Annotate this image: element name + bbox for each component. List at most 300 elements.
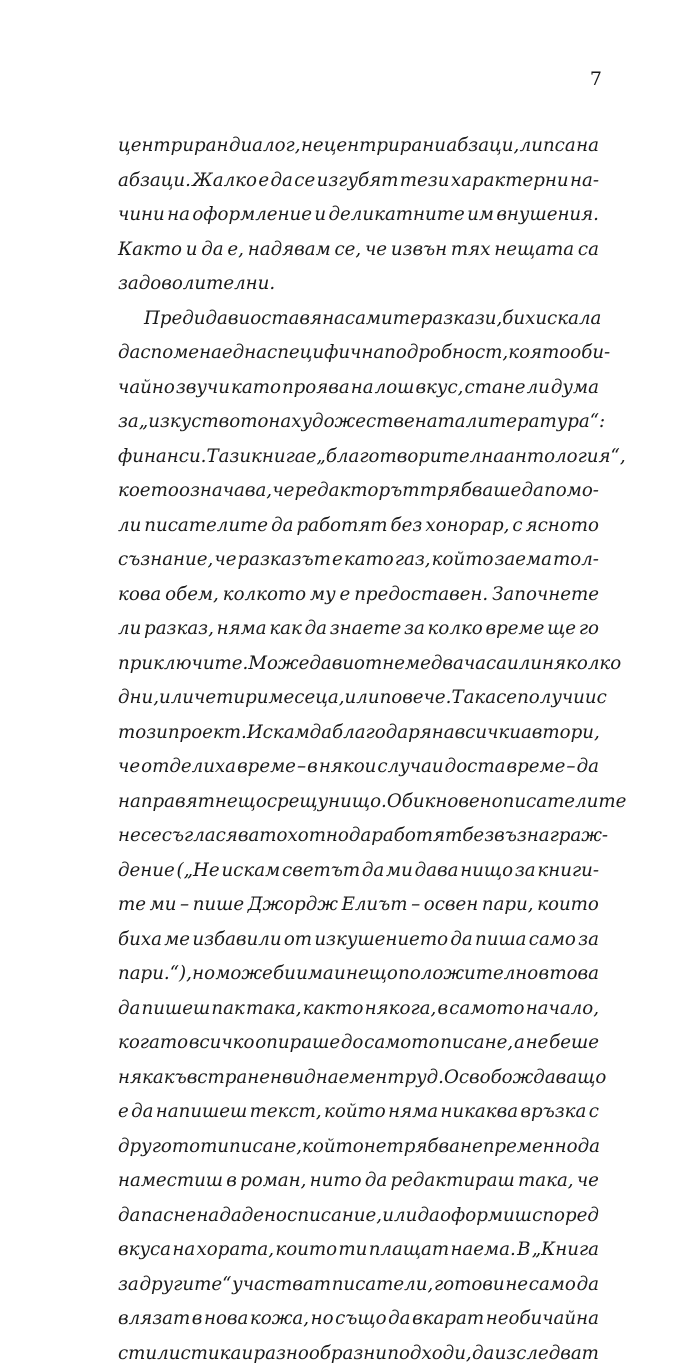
word: Обикновено	[387, 785, 503, 820]
word: пари.“),	[118, 957, 192, 992]
word: нецентрирани	[301, 129, 446, 164]
word: че	[577, 1164, 599, 1199]
word: колкото	[223, 578, 306, 613]
word: автори,	[521, 716, 600, 751]
word: без	[391, 509, 423, 544]
word: роман,	[240, 1164, 306, 1199]
word: което	[118, 474, 179, 509]
word: време	[507, 750, 566, 785]
word: ясното	[526, 509, 599, 544]
word: който	[302, 1130, 364, 1165]
word: нищо.	[328, 785, 387, 820]
word: отнеме	[354, 647, 431, 682]
word: бих	[502, 302, 535, 337]
word: за	[404, 612, 425, 647]
word: с	[512, 509, 522, 544]
word: няма	[217, 612, 267, 647]
word: другото	[118, 1130, 200, 1165]
word: –	[180, 888, 189, 923]
word: на	[576, 129, 599, 164]
word: –	[297, 750, 306, 785]
word: ли	[118, 612, 141, 647]
word: подходи,	[387, 1337, 471, 1371]
text-line	[118, 612, 599, 647]
word: е	[118, 1095, 129, 1130]
word: така,	[246, 992, 302, 1027]
word: да	[309, 647, 331, 682]
word: редакторът	[295, 474, 420, 509]
word: ще	[547, 612, 576, 647]
word: наместиш	[118, 1164, 223, 1199]
word: писателите	[144, 509, 268, 544]
word: вид	[282, 1061, 316, 1096]
text-line	[118, 923, 599, 958]
word: които	[275, 1233, 337, 1268]
word: за	[118, 1268, 139, 1303]
word: когато	[118, 1026, 188, 1061]
word: биха	[118, 923, 162, 958]
word: светът	[282, 854, 360, 889]
text-line	[118, 440, 599, 475]
word: необичайна	[486, 1302, 599, 1337]
text-line	[118, 267, 599, 302]
word: В	[517, 1233, 530, 1268]
word: вкуса	[118, 1233, 171, 1268]
word: внушения.	[496, 198, 599, 233]
word: или	[382, 1199, 417, 1234]
word: пасне	[141, 1199, 197, 1234]
word: звучи	[176, 371, 230, 406]
word: редактираш	[390, 1164, 514, 1199]
word: искам	[221, 854, 280, 889]
word: може	[215, 957, 272, 992]
word: от	[284, 923, 312, 958]
text-line	[118, 578, 599, 613]
word: антология“,	[504, 440, 626, 475]
word: стилистика	[118, 1337, 241, 1371]
word: го	[579, 612, 599, 647]
word: чайно	[118, 371, 175, 406]
word: влязат	[118, 1302, 190, 1337]
word: възнаграж-	[494, 819, 608, 854]
word: финанси.	[118, 440, 206, 475]
word: книги-	[537, 854, 599, 889]
text-line	[118, 716, 599, 751]
word: оби-	[570, 336, 610, 371]
word: наемен	[316, 1061, 387, 1096]
word: спомена	[140, 336, 222, 371]
word: е	[332, 543, 343, 578]
word: доста	[445, 750, 506, 785]
word: пиша	[475, 923, 527, 958]
word: работят	[371, 819, 462, 854]
word: на	[268, 405, 291, 440]
word: но	[311, 1302, 334, 1337]
word: задоволителни.	[118, 267, 275, 302]
word: книга	[251, 440, 306, 475]
text-line	[118, 1337, 599, 1371]
word: се	[141, 819, 162, 854]
text-line	[118, 647, 599, 682]
word: да	[388, 1302, 410, 1337]
word: трябва	[387, 1130, 460, 1165]
word: разнообразни	[254, 1337, 388, 1371]
text-line	[118, 1164, 599, 1199]
word: и	[314, 198, 326, 233]
word: абзаци,	[446, 129, 519, 164]
word: напишеш	[156, 1095, 247, 1130]
word: изкушението	[314, 923, 448, 958]
word: да	[472, 1337, 494, 1371]
word: странен	[197, 1061, 282, 1096]
word: как	[269, 612, 302, 647]
word: дава	[415, 854, 459, 889]
word: му	[310, 578, 336, 613]
word: Искам	[247, 716, 310, 751]
word: някои	[319, 750, 377, 785]
word: на	[322, 302, 345, 337]
text-line	[118, 819, 599, 854]
word: обем,	[165, 578, 219, 613]
word: стане	[464, 371, 525, 406]
word: Елиът	[342, 888, 408, 923]
word: абзаци.	[118, 164, 191, 199]
text-line	[118, 474, 599, 509]
word: случаи	[377, 750, 443, 785]
word: нещо	[346, 957, 398, 992]
text-line	[118, 1233, 599, 1268]
word: но	[192, 957, 215, 992]
word: „благотворителна	[316, 440, 504, 475]
word: няма	[388, 1095, 438, 1130]
word: като	[344, 543, 394, 578]
word: не	[526, 1026, 549, 1061]
word: пишеш	[142, 992, 211, 1027]
word: Джордж	[248, 888, 338, 923]
text-line	[118, 509, 599, 544]
word: писане,	[229, 1130, 302, 1165]
word: повече.	[380, 681, 452, 716]
word: самото	[449, 992, 524, 1027]
word: никаква	[440, 1095, 518, 1130]
word: колко	[428, 612, 483, 647]
word: освен	[424, 888, 478, 923]
word: изследват	[495, 1337, 599, 1371]
text-line	[118, 1268, 599, 1303]
text-line	[118, 302, 599, 337]
word: в	[307, 750, 318, 785]
text-line	[118, 1130, 599, 1165]
word: искала	[535, 302, 601, 337]
word: в	[437, 992, 448, 1027]
word: работят	[296, 509, 387, 544]
word: приключите.	[118, 647, 248, 682]
word: ли	[118, 509, 141, 544]
word: направят	[118, 785, 215, 820]
word: опираше	[255, 1026, 340, 1061]
word: на	[167, 198, 190, 233]
word: месеца,	[268, 681, 344, 716]
word: участват	[232, 1268, 331, 1303]
word: не	[505, 1268, 528, 1303]
word: а	[514, 1026, 525, 1061]
word: съзнание,	[118, 543, 213, 578]
word: Започнете	[492, 578, 599, 613]
word: до	[341, 1026, 363, 1061]
word: –	[411, 888, 420, 923]
word: вкарат	[412, 1302, 484, 1337]
word: че	[118, 750, 140, 785]
word: и	[334, 957, 346, 992]
word: хората,	[196, 1233, 274, 1268]
word: че	[365, 233, 387, 268]
word: да	[349, 819, 371, 854]
word: подробност,	[384, 336, 508, 371]
word: ви	[332, 647, 354, 682]
word: съгласяват	[162, 819, 277, 854]
word: връзка	[520, 1095, 586, 1130]
word: чини	[118, 198, 165, 233]
word: които	[537, 888, 599, 923]
word: да	[271, 164, 293, 199]
word: два	[431, 647, 464, 682]
word: или	[345, 681, 380, 716]
word: разказ,	[144, 612, 214, 647]
text-line	[118, 371, 599, 406]
word: четири	[194, 681, 268, 716]
text-line	[118, 1095, 599, 1130]
word: непременно	[460, 1130, 578, 1165]
word: така,	[518, 1164, 574, 1199]
word: ми	[386, 854, 413, 889]
word: „Книга	[532, 1233, 599, 1268]
word: беше	[549, 1026, 599, 1061]
word: Така	[451, 681, 496, 716]
word: само	[529, 1268, 576, 1303]
word: Жалко	[192, 164, 257, 199]
word: не	[118, 819, 141, 854]
word: Както	[118, 233, 182, 268]
word: да	[450, 923, 472, 958]
word: не	[364, 1130, 387, 1165]
word: диалог,	[229, 129, 301, 164]
word: ли	[527, 371, 550, 406]
word: начало,	[526, 992, 599, 1027]
text-line	[118, 164, 599, 199]
word: „изкуството	[139, 405, 269, 440]
word: оформиш	[440, 1199, 532, 1234]
word: тях	[451, 233, 491, 268]
word: и	[585, 681, 597, 716]
word: в	[192, 1302, 203, 1337]
text-line	[118, 681, 599, 716]
word: плащат	[369, 1233, 449, 1268]
word: да	[201, 233, 223, 268]
word: някога,	[365, 992, 437, 1027]
word: („Не	[177, 854, 220, 889]
word: на	[172, 1233, 195, 1268]
word: време	[486, 612, 545, 647]
word: ти	[200, 1130, 229, 1165]
word: са	[578, 233, 599, 268]
word: надявам	[248, 233, 331, 268]
word: която	[508, 336, 570, 371]
word: да	[118, 992, 140, 1027]
word: на	[351, 371, 374, 406]
word: за	[515, 854, 536, 889]
word: една	[222, 336, 267, 371]
text-line	[118, 992, 599, 1027]
word: труд.	[387, 1061, 444, 1096]
word: се,	[334, 233, 361, 268]
word: е,	[227, 233, 244, 268]
word: да	[418, 1199, 440, 1234]
word: и	[186, 233, 198, 268]
word: благодаря	[332, 716, 432, 751]
word: получи	[517, 681, 585, 716]
word: срещу	[267, 785, 328, 820]
word: списание,	[287, 1199, 382, 1234]
word: време	[237, 750, 296, 785]
word: Може	[248, 647, 309, 682]
word: дума	[551, 371, 599, 406]
word: някакъв	[118, 1061, 197, 1096]
word: да	[118, 336, 140, 371]
word: часа	[464, 647, 507, 682]
word: или	[159, 681, 194, 716]
text-line	[118, 957, 599, 992]
word: центриран	[118, 129, 229, 164]
word: нова	[204, 1302, 248, 1337]
word: проект.	[168, 716, 247, 751]
word: писане,	[440, 1026, 513, 1061]
text-line	[118, 336, 599, 371]
word: –	[566, 750, 575, 785]
word: Преди	[144, 302, 206, 337]
text-line	[118, 198, 599, 233]
word: това	[549, 957, 599, 992]
word: в	[538, 957, 549, 992]
word: литература“:	[466, 405, 606, 440]
body-text	[118, 129, 599, 1371]
word: дение	[118, 854, 175, 889]
word: има	[296, 957, 334, 992]
word: е	[340, 578, 351, 613]
word: Освобождаващо	[444, 1061, 606, 1096]
text-line	[118, 233, 599, 268]
word: пак	[211, 992, 244, 1027]
word: според	[532, 1199, 599, 1234]
text-line	[118, 750, 599, 785]
word: трябваше	[420, 474, 521, 509]
word: знаете	[330, 612, 402, 647]
text-line	[118, 405, 599, 440]
word: да	[521, 474, 543, 509]
word: да	[577, 1268, 599, 1303]
word: Тази	[206, 440, 251, 475]
word: да	[365, 1164, 387, 1199]
word: нито	[310, 1164, 362, 1199]
word: е	[306, 440, 317, 475]
word: всичко	[189, 1026, 255, 1061]
word: дадено	[219, 1199, 287, 1234]
text-line	[118, 785, 599, 820]
word: оформление	[192, 198, 312, 233]
word: за	[118, 405, 139, 440]
word: да	[305, 612, 327, 647]
word: пари,	[482, 888, 534, 923]
word: специфична	[267, 336, 384, 371]
word: лош	[375, 371, 415, 406]
word: писателите	[503, 785, 627, 820]
word: с	[589, 1095, 599, 1130]
word: газ,	[395, 543, 431, 578]
word: избавили	[192, 923, 281, 958]
word: проява	[282, 371, 350, 406]
word: те	[118, 888, 146, 923]
word: за	[578, 923, 599, 958]
word: този	[118, 716, 168, 751]
word: ти	[338, 1233, 367, 1268]
word: самите	[345, 302, 421, 337]
word: готови	[434, 1268, 505, 1303]
word: да	[118, 1199, 140, 1234]
word: който	[324, 1095, 386, 1130]
word: както	[303, 992, 364, 1027]
text-line	[118, 888, 599, 923]
text-line	[118, 1026, 599, 1061]
word: с	[597, 681, 607, 716]
text-line	[118, 1061, 599, 1096]
word: ви	[228, 302, 250, 337]
word: хонорар,	[425, 509, 509, 544]
word: че	[272, 474, 294, 509]
word: извън	[391, 233, 447, 268]
word: е	[258, 164, 269, 199]
word: вкус,	[415, 371, 463, 406]
word: предоставен.	[354, 578, 488, 613]
word: кожа,	[250, 1302, 309, 1337]
word: и	[242, 1337, 254, 1371]
word: оставя	[250, 302, 322, 337]
word: да	[206, 302, 228, 337]
word: в	[226, 1164, 237, 1199]
word: да	[362, 854, 384, 889]
word: като	[231, 371, 281, 406]
word: разкази,	[421, 302, 503, 337]
word: наема.	[450, 1233, 515, 1268]
word: ме	[164, 923, 190, 958]
word: на	[196, 1199, 219, 1234]
word: който	[432, 543, 494, 578]
word: охотно	[277, 819, 349, 854]
word: отделиха	[141, 750, 236, 785]
text-line	[118, 854, 599, 889]
word: кова	[118, 578, 161, 613]
word: тези	[400, 164, 450, 199]
word: да	[578, 1130, 600, 1165]
word: да	[577, 750, 599, 785]
text-line	[118, 543, 599, 578]
text-line	[118, 1199, 599, 1234]
word: ми	[150, 888, 177, 923]
word: означава,	[179, 474, 272, 509]
word: без	[462, 819, 494, 854]
word: самото	[364, 1026, 439, 1061]
word: нещо	[215, 785, 267, 820]
word: положително	[398, 957, 538, 992]
word: художествената	[291, 405, 465, 440]
